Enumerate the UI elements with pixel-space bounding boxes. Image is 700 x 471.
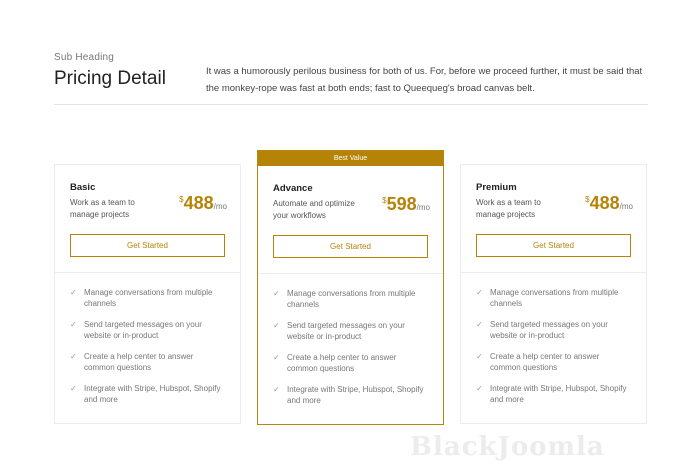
pricing-header <box>54 52 648 94</box>
check-icon: ✓ <box>70 288 77 297</box>
watermark-logo: BlackJoomla <box>410 432 605 462</box>
check-icon: ✓ <box>476 320 483 329</box>
feature-item <box>476 287 631 309</box>
feature-text: Manage conversations from multiple channels <box>287 289 416 309</box>
feature-item <box>70 351 225 373</box>
check-icon: ✓ <box>476 384 483 393</box>
feature-text: Send targeted messages on your website or in-product <box>490 320 608 340</box>
price-amount: 598 <box>386 194 417 214</box>
check-icon: ✓ <box>70 352 77 361</box>
feature-text: Send targeted messages on your website or in-product <box>287 321 405 341</box>
best-value-badge: Best Value <box>258 151 443 166</box>
price-amount: 488 <box>589 193 620 213</box>
feature-item <box>476 351 631 373</box>
get-started-button[interactable]: Get Started <box>476 234 631 257</box>
pricing-card-basic <box>54 164 241 424</box>
pricing-card-premium <box>460 164 647 424</box>
feature-item <box>70 287 225 309</box>
feature-item <box>273 288 428 310</box>
feature-text: Integrate with Stripe, Hubspot, Shopify and more <box>490 384 627 404</box>
price-currency: $ <box>179 195 184 204</box>
plan-name: Basic <box>70 182 96 193</box>
feature-text: Manage conversations from multiple channels <box>490 288 619 308</box>
sub-heading: Sub Heading <box>54 52 115 63</box>
price-currency: $ <box>382 196 387 205</box>
feature-text: Manage conversations from multiple channels <box>84 288 213 308</box>
price-period: /mo <box>416 203 430 212</box>
card-summary <box>258 166 443 274</box>
price-period: /mo <box>619 202 633 211</box>
page-title: Pricing Detail <box>54 68 166 89</box>
feature-list <box>258 274 443 406</box>
check-icon: ✓ <box>273 321 280 330</box>
feature-text: Create a help center to answer common questions <box>490 352 600 372</box>
check-icon: ✓ <box>70 320 77 329</box>
feature-list <box>461 273 646 405</box>
plan-name: Advance <box>273 183 313 194</box>
get-started-button[interactable]: Get Started <box>70 234 225 257</box>
plan-price <box>179 193 227 214</box>
feature-item <box>70 319 225 341</box>
feature-item <box>273 352 428 374</box>
check-icon: ✓ <box>273 289 280 298</box>
plan-price <box>382 194 430 215</box>
feature-text: Create a help center to answer common questions <box>84 352 194 372</box>
card-summary <box>461 165 646 273</box>
plan-description: Automate and optimize your workflows <box>273 199 355 220</box>
plan-description: Work as a team to manage projects <box>476 198 541 219</box>
feature-list <box>55 273 240 405</box>
pricing-card-advance <box>257 150 444 425</box>
price-amount: 488 <box>183 193 214 213</box>
feature-item <box>476 383 631 405</box>
intro-text: It was a humorously perilous business for both of us. For, before we proceed further, it must be said that the monkey-rope was fast at both ends; fast to Queequeg's broad canvas belt. <box>206 66 643 94</box>
price-currency: $ <box>585 195 590 204</box>
plan-price <box>585 193 633 214</box>
feature-text: Integrate with Stripe, Hubspot, Shopify and more <box>84 384 221 404</box>
get-started-button[interactable]: Get Started <box>273 235 428 258</box>
feature-item <box>273 384 428 406</box>
feature-text: Integrate with Stripe, Hubspot, Shopify and more <box>287 385 424 405</box>
header-divider <box>54 104 648 105</box>
feature-item <box>273 320 428 342</box>
plan-name: Premium <box>476 182 517 193</box>
card-summary <box>55 165 240 273</box>
check-icon: ✓ <box>70 384 77 393</box>
feature-item <box>70 383 225 405</box>
check-icon: ✓ <box>476 288 483 297</box>
check-icon: ✓ <box>273 353 280 362</box>
feature-item <box>476 319 631 341</box>
feature-text: Create a help center to answer common questions <box>287 353 397 373</box>
check-icon: ✓ <box>476 352 483 361</box>
check-icon: ✓ <box>273 385 280 394</box>
feature-text: Send targeted messages on your website or in-product <box>84 320 202 340</box>
price-period: /mo <box>213 202 227 211</box>
plan-description: Work as a team to manage projects <box>70 198 135 219</box>
